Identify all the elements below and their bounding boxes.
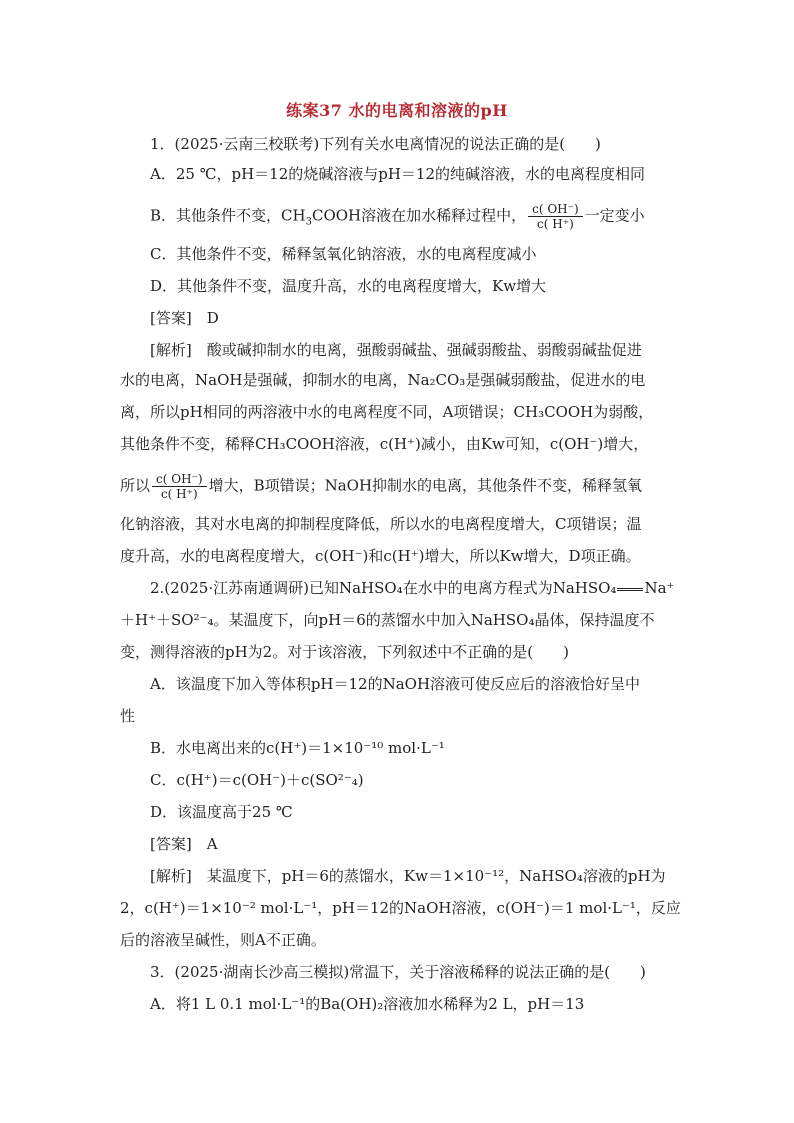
q1-analysis-fraction [152,472,207,501]
q2-option-a-line2: 性 [120,707,136,725]
q1-analysis-line5-post: 增大，B项错误；NaOH抑制水的电离，其他条件不变，稀释氢氧 [208,476,643,495]
q2-analysis-line1: [解析] 某温度下，pH＝6的蒸馏水，Kw＝1×10⁻¹²，NaHSO₄溶液的pH为 [150,867,666,885]
q1-analysis-line6: 化钠溶液，其对水电离的抑制程度降低，所以水的电离程度增大，C项错误；温 [120,515,642,533]
q2-option-b: B．水电离出来的c(H⁺)＝1×10⁻¹⁰ mol·L⁻¹ [150,739,445,757]
q2-analysis-line3: 后的溶液呈碱性，则A不正确。 [120,931,326,949]
q1-option-c: C．其他条件不变，稀释氢氧化钠溶液，水的电离程度减小 [150,245,537,263]
q3-stem: 3．(2025·湖南长沙高三模拟)常温下，关于溶液稀释的说法正确的是( ) [150,963,646,981]
q2-stem-line1 [150,578,674,598]
page-title: 练案37 水的电离和溶液的pH [286,101,508,120]
q1-analysis-line5-pre: 所以 [120,476,151,495]
q2-option-d: D．该温度高于25 ℃ [150,803,293,821]
q1-analysis-line1: [解析] 酸或碱抑制水的电离，强酸弱碱盐、强碱弱酸盐、弱酸弱碱盐促进 [150,341,642,359]
q1-analysis-line3: 离，所以pH相同的两溶液中水的电离程度不同，A项错误；CH₃COOH为弱酸， [120,403,654,421]
q2-stem-line1-tail: Na⁺ [644,579,675,597]
q3-option-a: A．将1 L 0.1 mol·L⁻¹的Ba(OH)₂溶液加水稀释为2 L，pH＝13 [150,995,585,1013]
q1-option-b-mid: COOH溶液在加水稀释过程中， [311,206,527,225]
q1-option-d: D．其他条件不变，温度升高，水的电离程度增大，Kw增大 [150,277,547,295]
q2-stem-line3: 变，测得溶液的pH为2。对于该溶液，下列叙述中不正确的是( ) [120,643,569,661]
q2-stem-line1-text: 2.(2025·江苏南通调研)已知NaHSO₄在水中的电离方程式为NaHSO₄ [150,579,617,597]
fraction-denominator: c( H⁺) [160,487,198,501]
q1-option-a: A．25 ℃，pH＝12的烧碱溶液与pH＝12的纯碱溶液，水的电离程度相同 [150,165,646,183]
q2-answer: [答案] A [150,835,218,853]
equation-equals-sign [617,588,643,591]
q1-stem: 1．(2025·云南三校联考)下列有关水电离情况的说法正确的是( ) [150,135,601,153]
fraction-numerator: c( OH⁻) [528,202,583,217]
q1-answer: [答案] D [150,309,219,327]
q1-option-b-post: 一定变小 [584,206,645,225]
fraction-denominator: c( H⁺) [537,217,574,231]
q1-analysis-line7: 度升高，水的电离程度增大，c(OH⁻)和c(H⁺)增大，所以Kw增大，D项正确。 [120,547,641,565]
q2-analysis-line2: 2，c(H⁺)＝1×10⁻² mol·L⁻¹，pH＝12的NaOH溶液，c(OH⁻)＝1 mol·L⁻¹，反应 [120,899,681,917]
fraction-numerator: c( OH⁻) [152,472,207,487]
subscript: 3 [305,216,312,228]
q1-option-b [150,202,645,231]
q1-analysis-line5 [120,472,642,501]
q2-option-c: C．c(H⁺)＝c(OH⁻)＋c(SO²⁻₄) [150,771,364,789]
q1-option-b-pre: B．其他条件不变，CH [150,206,306,225]
q2-stem-line2: ＋H⁺＋SO²⁻₄。某温度下，向pH＝6的蒸馏水中加入NaHSO₄晶体，保持温度不 [120,611,655,629]
q1-analysis-line4: 其他条件不变，稀释CH₃COOH溶液，c(H⁺)减小，由Kw可知，c(OH⁻)增大， [120,435,649,453]
q1-analysis-line2: 水的电离，NaOH是强碱，抑制水的电离，Na₂CO₃是强碱弱酸盐，促进水的电 [120,371,646,389]
q2-option-a-line1: A．该温度下加入等体积pH＝12的NaOH溶液可使反应后的溶液恰好呈中 [150,675,641,693]
q1-fraction [528,202,583,231]
